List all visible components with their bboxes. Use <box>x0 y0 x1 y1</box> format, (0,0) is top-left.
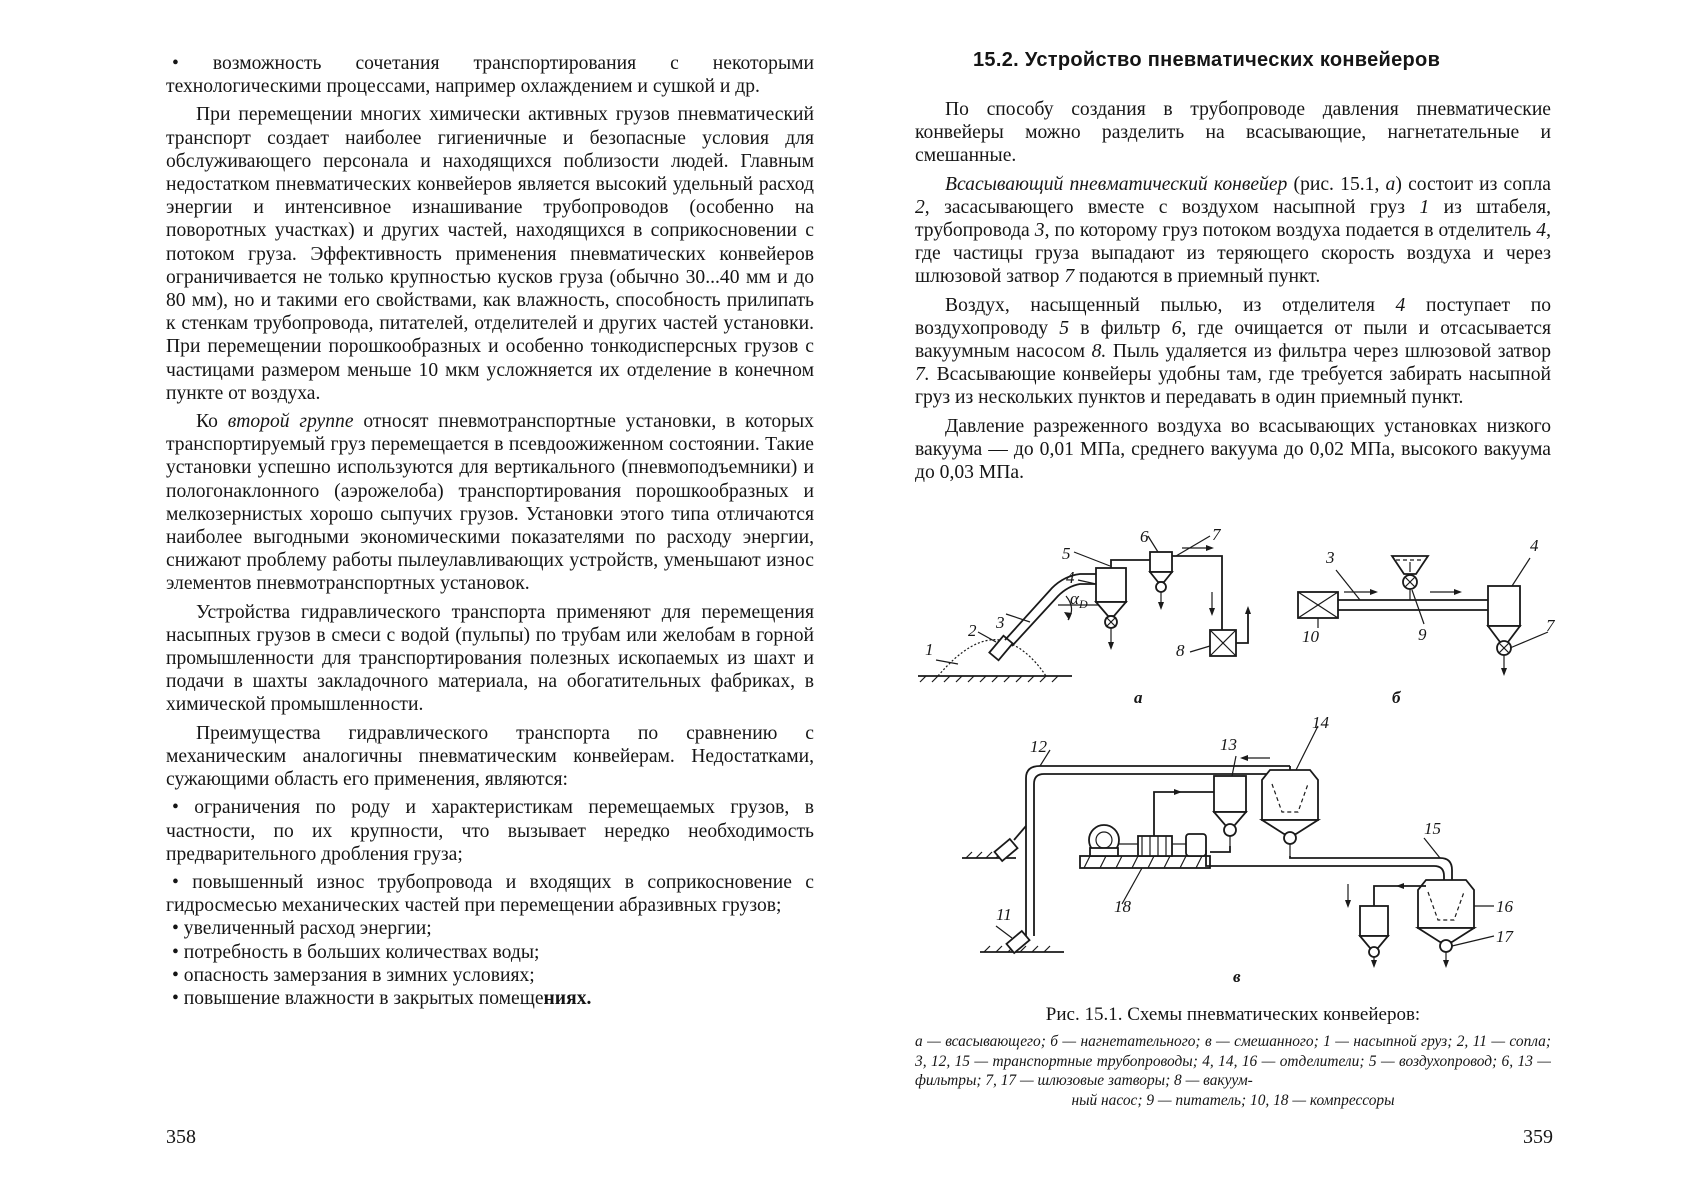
label: 10 <box>1302 627 1319 646</box>
label: 4 <box>1066 568 1075 587</box>
label: 14 <box>1312 713 1329 732</box>
paragraph: Воздух, насыщенный пылью, из отделителя 4 поступает по воздухопроводу 5 в фильтр 6, где очищается от пыли и отсасывается вакуумным насосом 8. Пыль удаляется из фильтра через шлюзовой затвор 7. Всасывающие конвейеры удобны там, где требуется забирать насыпной груз из нескольких пунктов и передавать в один приемный пункт. <box>915 294 1552 409</box>
bullet-item: • ограничения по роду и характеристикам перемещаемых грузов, в частности, по их крупности, что вызывает нередко необходимость предварительного дробления груза; <box>166 796 814 866</box>
label: 2 <box>968 621 977 640</box>
label: 6 <box>1140 527 1149 546</box>
italic-term: второй группе <box>227 411 354 433</box>
paragraph: По способу создания в трубопроводе давления пневматические конвейеры можно разделить на всасывающие, нагнетательные и смешанные. <box>915 99 1551 167</box>
figure-caption-title: Рис. 15.1. Схемы пневматических конвейеров: <box>1045 1004 1421 1025</box>
bullet-item: • потребность в больших количествах воды; <box>166 941 814 964</box>
paragraph: Всасывающий пневматический конвейер (рис. 15.1, а) состоит из сопла 2, засасывающего вместе с воздухом насыпной груз 1 из штабеля, трубопровода 3, по которому груз потоком воздуха подается в отделитель 4, где частицы груза выпадают из теряющего скорость воздуха и через шлюзовой затвор 7 подаются в приемный пункт. <box>915 173 1551 288</box>
sub-label-a: а <box>1134 688 1143 707</box>
figure-caption-legend: а — всасывающего; б — нагнетательного; в — смешанного; 1 — насыпной груз; 2, 11 — сопла; 3, 12, 15 — транспортные трубопроводы; 4, 14, 16 — отделители; 5 — воздухопровод; 6, 13 — фильтры; 7, 17 — шлюзовые затворы; 8 — вакуум- ный насос; 9 — питатель; 10, 18 — компрессоры <box>915 1033 1551 1109</box>
label: 3 <box>1326 548 1335 567</box>
label: 16 <box>1496 897 1513 916</box>
bullet-item: • повышение влажности в закрытых помещениях. <box>166 987 814 1010</box>
label: 12 <box>1030 737 1047 756</box>
paragraph: Ко второй группе относят пневмотранспортные установки, в которых транспортируемый груз перемещается в псевдоожиженном состоянии. Такие установки успешно используются для вертикального (пневмоподъемники) и пологонаклонного (аэрожелоба) транспортирования порошкообразных и мелкозернистых хорошо сыпучих грузов. Установки этого типа отличаются наиболее выгодными экономическими показателями по расходу энергии, снижают проблему работы пылеулавливающих устройств, уменьшают износ элементов пневмотранспортных установок. <box>166 411 814 595</box>
label: 13 <box>1220 735 1237 754</box>
label: 1 <box>925 640 934 659</box>
bullet-item: • опасность замерзания в зимних условиях; <box>166 964 814 987</box>
sub-label-b: б <box>1392 688 1401 707</box>
scheme-b <box>1298 536 1556 707</box>
paragraph: Устройства гидравлического транспорта применяют для перемещения насыпных грузов в смеси с водой (пульпы) по трубам или желобам в горной промышленности для транспортирования полезных ископаемых из шахт и подачи в шахты закладочного материала, на обогатительных фабриках, в химической промышленности. <box>166 601 814 716</box>
bullet-item: • повышенный износ трубопровода и входящих в соприкосновение с гидросмесью механических частей при перемещении абразивных грузов; <box>166 871 814 917</box>
scheme-a <box>918 525 1251 707</box>
page-number: 359 <box>1523 1126 1553 1148</box>
paragraph: Преимущества гидравлического транспорта по сравнению с механическим аналогичны пневматическим конвейерам. Недостатками, сужающими область его применения, являются: <box>166 722 814 791</box>
alpha-symbol: $\alpha_D$ <box>1070 589 1088 611</box>
bullet-item: • увеличенный расход энергии; <box>166 917 814 940</box>
label: 8 <box>1176 641 1185 660</box>
label: 7 <box>1212 525 1221 544</box>
label: 18 <box>1114 897 1131 916</box>
label: 15 <box>1424 819 1441 838</box>
page-number: 358 <box>166 1126 196 1148</box>
paragraph: При перемещении многих химически активных грузов пневматический транспорт создает наиболее гигиеничные и безопасные условия для обслуживающего персонала и находящихся поблизости людей. Главным недостатком пневматических конвейеров является высокий удельный расход энергии и интенсивное изнашивание трубопроводов (особенно на поворотных участках) и других частей, находящихся в соприкосновении с потоком груза. Эффективность применения пневматических конвейеров ограничивается не только крупностью кусков груза (обычно 30...40 мм и до 80 мм), но и такими его свойствами, как влажность, способность прилипать к стенкам трубопровода, питателей, отделителей и других частей установки. При перемещении порошкообразных и особенно тонкодисперсных грузов с частицами размером меньше 10 мкм усложняется их отделение в конечном пункте от воздуха. <box>166 104 814 404</box>
label: 4 <box>1530 536 1539 555</box>
bullet-intro: • возможность сочетания транспортирования с некоторыми технологическими процессами, например охлаждением и сушкой и др. <box>166 52 814 98</box>
label: 3 <box>996 613 1005 632</box>
scheme-c <box>962 713 1515 986</box>
label: 9 <box>1418 625 1427 644</box>
paragraph: Давление разреженного воздуха во всасывающих установках низкого вакуума — до 0,01 МПа, среднего вакуума до 0,02 МПа, высокого вакуума до 0,03 МПа. <box>915 415 1551 484</box>
sub-label-c: в <box>1233 967 1241 986</box>
section-heading: 15.2. Устройство пневматических конвейеров <box>973 49 1441 71</box>
label: 5 <box>1062 544 1071 563</box>
label: 11 <box>996 905 1012 924</box>
label: 7 <box>1546 616 1555 635</box>
label: 17 <box>1496 927 1513 946</box>
